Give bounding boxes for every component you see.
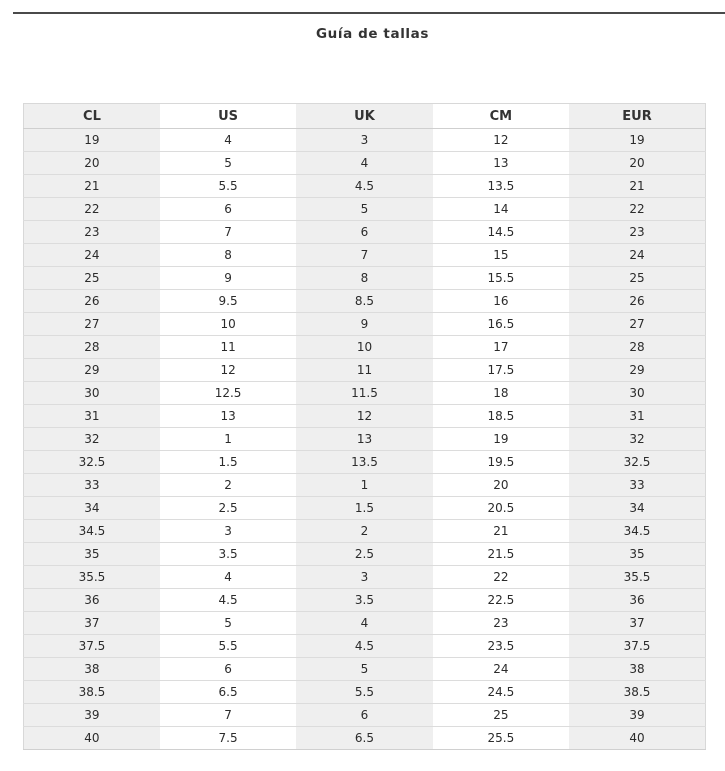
cell-us: 6 xyxy=(160,198,296,221)
cell-cm: 14.5 xyxy=(433,221,569,244)
cell-cl: 29 xyxy=(24,359,160,382)
cell-cl: 39 xyxy=(24,704,160,727)
cell-us: 2.5 xyxy=(160,497,296,520)
cell-us: 3.5 xyxy=(160,543,296,566)
cell-uk: 6 xyxy=(296,221,432,244)
cell-cm: 16 xyxy=(433,290,569,313)
table-body xyxy=(24,129,706,750)
cell-us: 5 xyxy=(160,152,296,175)
size-chart-table xyxy=(23,103,706,750)
cell-cl: 34.5 xyxy=(24,520,160,543)
cell-eur: 36 xyxy=(569,589,705,612)
cell-uk: 4 xyxy=(296,612,432,635)
cell-eur: 28 xyxy=(569,336,705,359)
cell-eur: 30 xyxy=(569,382,705,405)
cell-us: 1.5 xyxy=(160,451,296,474)
cell-cm: 19.5 xyxy=(433,451,569,474)
table-header-row xyxy=(24,104,706,129)
cell-cm: 19 xyxy=(433,428,569,451)
cell-eur: 20 xyxy=(569,152,705,175)
cell-cm: 12 xyxy=(433,129,569,152)
table-row xyxy=(24,336,706,359)
cell-us: 4.5 xyxy=(160,589,296,612)
cell-uk: 13.5 xyxy=(296,451,432,474)
cell-cl: 36 xyxy=(24,589,160,612)
cell-uk: 5 xyxy=(296,658,432,681)
cell-cm: 18 xyxy=(433,382,569,405)
cell-eur: 22 xyxy=(569,198,705,221)
cell-cl: 38 xyxy=(24,658,160,681)
top-divider xyxy=(13,12,725,14)
cell-eur: 38.5 xyxy=(569,681,705,704)
table-row xyxy=(24,129,706,152)
cell-us: 1 xyxy=(160,428,296,451)
cell-uk: 8 xyxy=(296,267,432,290)
cell-eur: 26 xyxy=(569,290,705,313)
cell-uk: 10 xyxy=(296,336,432,359)
table-row xyxy=(24,198,706,221)
cell-eur: 32.5 xyxy=(569,451,705,474)
cell-cm: 24.5 xyxy=(433,681,569,704)
cell-eur: 38 xyxy=(569,658,705,681)
cell-uk: 1 xyxy=(296,474,432,497)
cell-cl: 40 xyxy=(24,727,160,750)
cell-cl: 23 xyxy=(24,221,160,244)
cell-us: 5 xyxy=(160,612,296,635)
cell-uk: 2 xyxy=(296,520,432,543)
cell-us: 7 xyxy=(160,704,296,727)
cell-cm: 23.5 xyxy=(433,635,569,658)
cell-eur: 34.5 xyxy=(569,520,705,543)
cell-us: 5.5 xyxy=(160,175,296,198)
cell-uk: 4.5 xyxy=(296,635,432,658)
cell-us: 12 xyxy=(160,359,296,382)
cell-eur: 25 xyxy=(569,267,705,290)
cell-cm: 16.5 xyxy=(433,313,569,336)
cell-cl: 21 xyxy=(24,175,160,198)
cell-us: 7 xyxy=(160,221,296,244)
cell-uk: 6 xyxy=(296,704,432,727)
cell-eur: 29 xyxy=(569,359,705,382)
table-row xyxy=(24,589,706,612)
table-row xyxy=(24,359,706,382)
cell-eur: 39 xyxy=(569,704,705,727)
cell-cm: 13 xyxy=(433,152,569,175)
table-row xyxy=(24,474,706,497)
cell-uk: 3.5 xyxy=(296,589,432,612)
cell-cm: 15.5 xyxy=(433,267,569,290)
cell-uk: 3 xyxy=(296,129,432,152)
cell-eur: 23 xyxy=(569,221,705,244)
page-title: Guía de tallas xyxy=(315,26,429,42)
cell-cl: 33 xyxy=(24,474,160,497)
cell-us: 7.5 xyxy=(160,727,296,750)
cell-uk: 11.5 xyxy=(296,382,432,405)
cell-cl: 37.5 xyxy=(24,635,160,658)
cell-uk: 5 xyxy=(296,198,432,221)
cell-cm: 17 xyxy=(433,336,569,359)
cell-cl: 25 xyxy=(24,267,160,290)
cell-us: 10 xyxy=(160,313,296,336)
cell-uk: 3 xyxy=(296,566,432,589)
cell-uk: 12 xyxy=(296,405,432,428)
cell-eur: 27 xyxy=(569,313,705,336)
cell-cm: 23 xyxy=(433,612,569,635)
cell-cl: 27 xyxy=(24,313,160,336)
cell-uk: 7 xyxy=(296,244,432,267)
cell-cl: 26 xyxy=(24,290,160,313)
cell-eur: 32 xyxy=(569,428,705,451)
cell-cl: 22 xyxy=(24,198,160,221)
table-row xyxy=(24,681,706,704)
header-us: US xyxy=(160,104,296,129)
cell-uk: 5.5 xyxy=(296,681,432,704)
table-row xyxy=(24,520,706,543)
cell-cl: 30 xyxy=(24,382,160,405)
cell-eur: 24 xyxy=(569,244,705,267)
cell-us: 5.5 xyxy=(160,635,296,658)
cell-uk: 11 xyxy=(296,359,432,382)
cell-cm: 15 xyxy=(433,244,569,267)
table-row xyxy=(24,267,706,290)
table-row xyxy=(24,451,706,474)
table-row xyxy=(24,290,706,313)
cell-cl: 34 xyxy=(24,497,160,520)
cell-cm: 22.5 xyxy=(433,589,569,612)
header-eur: EUR xyxy=(569,104,705,129)
cell-us: 6.5 xyxy=(160,681,296,704)
cell-us: 9 xyxy=(160,267,296,290)
cell-cm: 24 xyxy=(433,658,569,681)
cell-cl: 37 xyxy=(24,612,160,635)
table-row xyxy=(24,221,706,244)
table-row xyxy=(24,658,706,681)
cell-cm: 22 xyxy=(433,566,569,589)
cell-uk: 4 xyxy=(296,152,432,175)
cell-us: 4 xyxy=(160,129,296,152)
cell-cm: 18.5 xyxy=(433,405,569,428)
cell-us: 3 xyxy=(160,520,296,543)
cell-us: 2 xyxy=(160,474,296,497)
cell-us: 8 xyxy=(160,244,296,267)
cell-cm: 14 xyxy=(433,198,569,221)
table-row xyxy=(24,543,706,566)
table-row xyxy=(24,727,706,750)
cell-uk: 13 xyxy=(296,428,432,451)
cell-uk: 8.5 xyxy=(296,290,432,313)
cell-us: 12.5 xyxy=(160,382,296,405)
cell-eur: 33 xyxy=(569,474,705,497)
table-row xyxy=(24,313,706,336)
cell-cl: 32.5 xyxy=(24,451,160,474)
cell-eur: 35 xyxy=(569,543,705,566)
cell-cm: 20 xyxy=(433,474,569,497)
header-cm: CM xyxy=(433,104,569,129)
table-row xyxy=(24,175,706,198)
cell-us: 13 xyxy=(160,405,296,428)
cell-cm: 13.5 xyxy=(433,175,569,198)
table-row xyxy=(24,497,706,520)
cell-eur: 37.5 xyxy=(569,635,705,658)
cell-eur: 31 xyxy=(569,405,705,428)
cell-eur: 21 xyxy=(569,175,705,198)
cell-uk: 9 xyxy=(296,313,432,336)
cell-us: 6 xyxy=(160,658,296,681)
cell-eur: 35.5 xyxy=(569,566,705,589)
cell-cl: 35.5 xyxy=(24,566,160,589)
cell-cm: 21 xyxy=(433,520,569,543)
cell-cl: 32 xyxy=(24,428,160,451)
cell-cm: 21.5 xyxy=(433,543,569,566)
cell-cl: 38.5 xyxy=(24,681,160,704)
cell-eur: 37 xyxy=(569,612,705,635)
table-row xyxy=(24,428,706,451)
header-cl: CL xyxy=(24,104,160,129)
cell-cm: 25.5 xyxy=(433,727,569,750)
table-row xyxy=(24,244,706,267)
cell-cm: 25 xyxy=(433,704,569,727)
table-row xyxy=(24,612,706,635)
table-row xyxy=(24,635,706,658)
table-row xyxy=(24,405,706,428)
cell-cl: 20 xyxy=(24,152,160,175)
table-row xyxy=(24,704,706,727)
cell-us: 11 xyxy=(160,336,296,359)
cell-eur: 19 xyxy=(569,129,705,152)
cell-us: 4 xyxy=(160,566,296,589)
cell-cl: 28 xyxy=(24,336,160,359)
cell-us: 9.5 xyxy=(160,290,296,313)
cell-eur: 34 xyxy=(569,497,705,520)
cell-uk: 2.5 xyxy=(296,543,432,566)
cell-uk: 6.5 xyxy=(296,727,432,750)
cell-cl: 31 xyxy=(24,405,160,428)
cell-cl: 35 xyxy=(24,543,160,566)
cell-uk: 4.5 xyxy=(296,175,432,198)
header-uk: UK xyxy=(296,104,432,129)
cell-cl: 19 xyxy=(24,129,160,152)
table-row xyxy=(24,152,706,175)
cell-eur: 40 xyxy=(569,727,705,750)
table-row xyxy=(24,382,706,405)
cell-cm: 20.5 xyxy=(433,497,569,520)
cell-uk: 1.5 xyxy=(296,497,432,520)
table-row xyxy=(24,566,706,589)
cell-cm: 17.5 xyxy=(433,359,569,382)
cell-cl: 24 xyxy=(24,244,160,267)
